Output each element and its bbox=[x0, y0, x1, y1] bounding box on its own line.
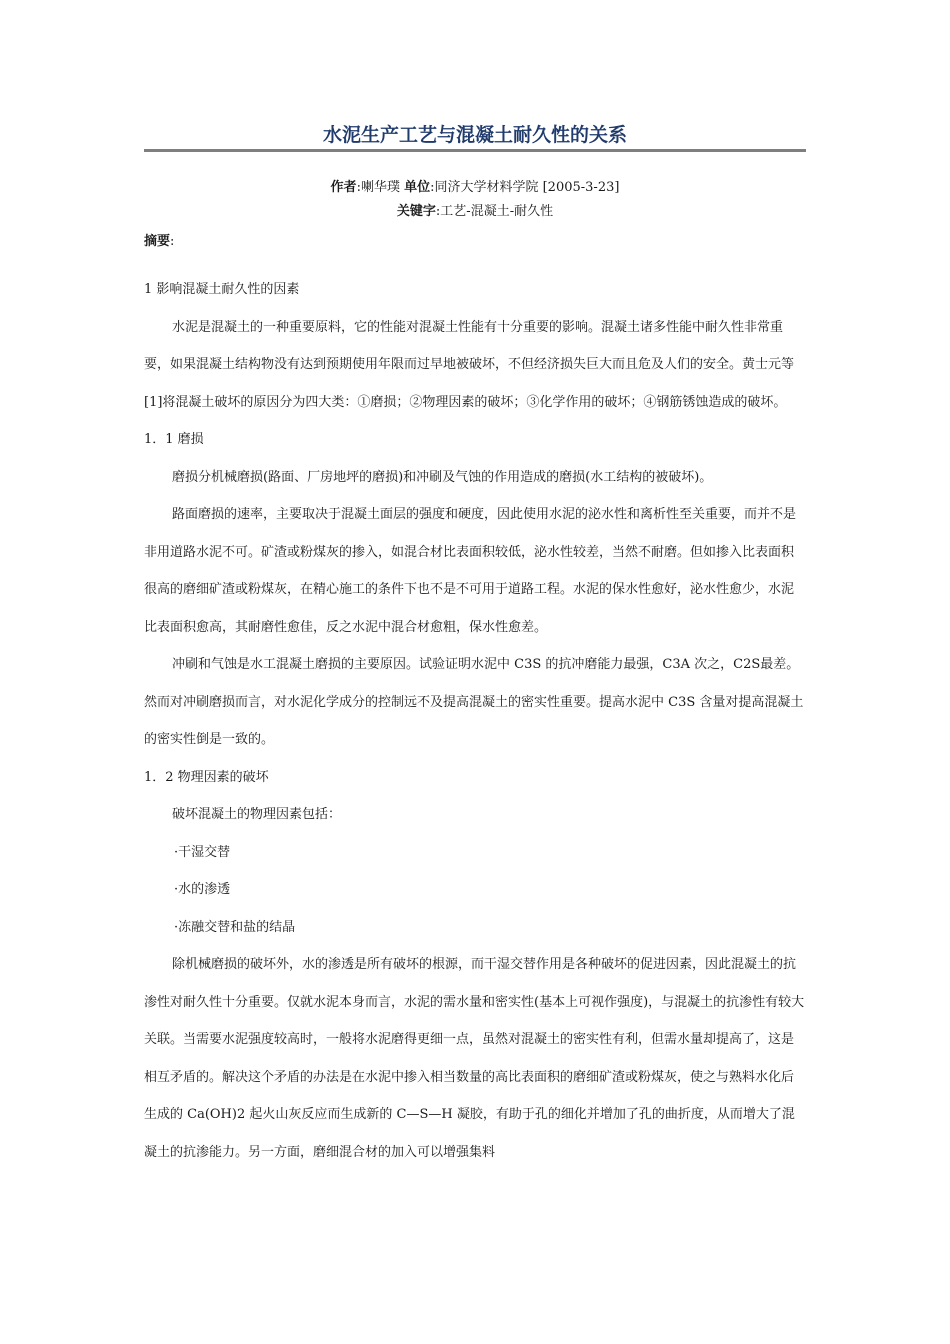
keywords-value: :工艺-混凝土-耐久性 bbox=[435, 204, 554, 219]
list-item: ·冻融交替和盐的结晶 bbox=[174, 919, 296, 935]
unit-value: :同济大学材料学院 [2005-3-23] bbox=[430, 180, 620, 195]
author-name: :喇华璞 bbox=[356, 180, 405, 195]
list-item: ·干湿交替 bbox=[174, 844, 231, 860]
document-page bbox=[144, 0, 806, 1171]
section-heading: 1．1 磨损 bbox=[144, 432, 204, 447]
body-paragraph: 除机械磨损的破坏外，水的渗透是所有破坏的根源，而干湿交替作用是各种破坏的促进因素，因此混凝土的抗渗性对耐久性十分重要。仅就水泥本身而言，水泥的需水量和密实性(基本上可视作强度)，与混凝土的抗渗性有较大关联。当需要水泥强度较高时，一般将水泥磨得更细一点，虽然对混凝土的密实性有利，但需水量却提高了，这是相互矛盾的。解决这个矛盾的办法是在水泥中掺入相当数量的高比表面积的磨细矿渣或粉煤灰，使之与熟料水化后生成的 Ca(OH)2 起火山灰反应而生成新的 C—S—H 凝胶，有助于孔的细化并增加了孔的曲折度，从而增大了混凝土的抗渗能力。另一方面，磨细混合材的加入可以增强集料 bbox=[144, 957, 805, 1160]
body-paragraph: 路面磨损的速率，主要取决于混凝土面层的强度和硬度，因此使用水泥的泌水性和离析性至关重要，而并不是非用道路水泥不可。矿渣或粉煤灰的掺入，如混合材比表面积较低，泌水性较差，当然不耐磨。但如掺入比表面积很高的磨细矿渣或粉煤灰，在精心施工的条件下也不是不可用于道路工程。水泥的保水性愈好，泌水性愈少，水泥比表面积愈高，其耐磨性愈佳，反之水泥中混合材愈粗，保水性愈差。 bbox=[144, 507, 797, 635]
abstract-line bbox=[144, 230, 806, 254]
author-line bbox=[144, 176, 806, 200]
title-underline bbox=[144, 149, 806, 152]
body-paragraph: 破坏混凝土的物理因素包括： bbox=[172, 807, 342, 822]
keywords-line bbox=[144, 200, 806, 224]
keywords-label: 关键字 bbox=[396, 204, 436, 219]
document-title: 水泥生产工艺与混凝土耐久性的关系 bbox=[322, 124, 627, 146]
body-paragraph: 水泥是混凝土的一种重要原料，它的性能对混凝土性能有十分重要的影响。混凝土诸多性能中耐久性非常重要，如果混凝土结构物没有达到预期使用年限而过早地被破坏，不但经济损失巨大而且危及人们的安全。黄士元等[1]将混凝土破坏的原因分为四大类：①磨损；②物理因素的破坏；③化学作用的破坏；④钢筋锈蚀造成的破坏。 bbox=[144, 319, 795, 410]
article-body bbox=[144, 271, 806, 1171]
section-heading: 1．2 物理因素的破坏 bbox=[144, 769, 269, 785]
section-heading: 1 影响混凝土耐久性的因素 bbox=[144, 282, 300, 297]
unit-label: 单位 bbox=[404, 180, 431, 195]
abstract-text: : bbox=[170, 234, 175, 249]
abstract-label: 摘要 bbox=[144, 234, 171, 249]
body-paragraph: 磨损分机械磨损(路面、厂房地坪的磨损)和冲刷及气蚀的作用造成的磨损(水工结构的被破坏)。 bbox=[172, 469, 713, 485]
body-paragraph: 冲刷和气蚀是水工混凝土磨损的主要原因。试验证明水泥中 C3S 的抗冲磨能力最强，C3A 次之，C2S最差。然而对冲刷磨损而言，对水泥化学成分的控制远不及提高混凝土的密实性重要。提高水泥中 C3S 含量对提高混凝土的密实性倒是一致的。 bbox=[144, 657, 804, 747]
list-item: ·水的渗透 bbox=[174, 882, 231, 897]
author-label: 作者 bbox=[330, 180, 357, 195]
